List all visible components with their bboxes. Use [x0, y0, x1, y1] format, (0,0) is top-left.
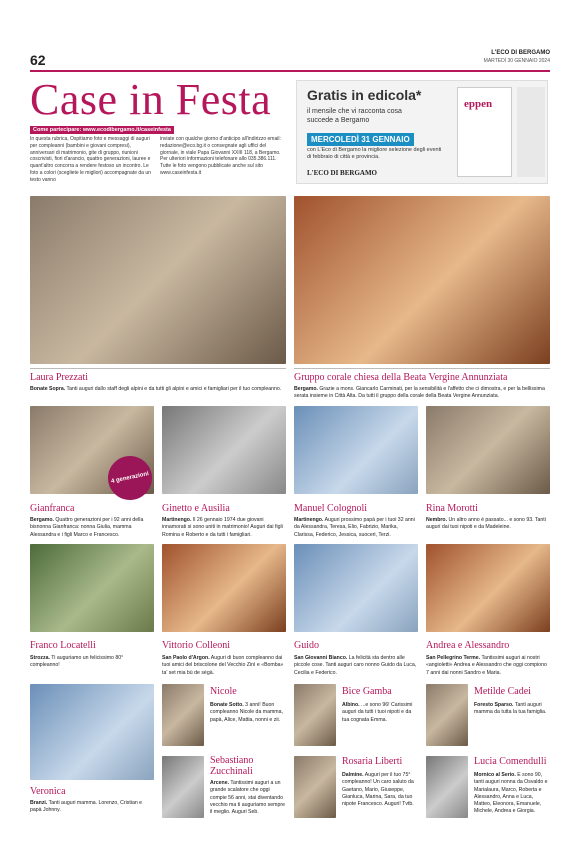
entry-name: Rosaria Liberti [342, 756, 403, 767]
entry-name: Manuel Colognoli [294, 503, 368, 514]
photo-nicole [162, 684, 204, 746]
photo-veronica [30, 684, 154, 780]
rule [294, 368, 550, 369]
entry-caption: Bonate Sotto. 3 anni! Buon compleanno Nicole da mamma, papà, Alice, Mattia, nonni e zii. [210, 702, 283, 723]
photo-andrea-alessandro [426, 544, 550, 632]
entry-caption: San Paolo d'Argon. Auguri di buon compleanno dai tuoi amici del briscolone del Vecchio Zinì e «Bomba» ta' set mia bù de sègà. [162, 655, 284, 676]
entry-caption: Strozza. Ti auguriamo un felicissimo 80° compleanno! [30, 655, 124, 669]
ad-text: con L'Eco di Bergamo la migliore selezione degli eventi di febbraio di città e provincia. [307, 147, 442, 161]
entry-name: Lucia Comendulli [474, 756, 547, 767]
entry-caption: San Giovanni Bianco. La felicità sta dentro alle piccole cose. Tanti auguri caro nonno Guido da Luca, Cecilia e Federico. [294, 655, 417, 676]
entry-name: Ginetto e Ausilia [162, 503, 230, 514]
magazine-cover [457, 87, 512, 177]
generations-badge: 4 generazioni [104, 452, 156, 504]
entry-caption: Arcene. Tantissimi auguri a un grande scalatore che oggi compie 56 anni, stai diventando vecchio ma ti auguriamo sempre il meglio. Auguri Seb. [210, 780, 285, 816]
entry-caption: Bergamo. Grazie a mons. Giancarlo Carminati, per la sensibilità e l'affetto che ci dimostra, e per la bellissima serata insieme in Città Alta. Da tutti il gruppo della corale della Beata Vergine Annunziata. [294, 386, 545, 400]
issue-date: MARTEDÌ 30 GENNAIO 2024 [483, 57, 550, 64]
entry-caption: Bergamo. Quattro generazioni per i 92 anni della bisnonna Gianfranca: nonna Giulia, mamma Alessandra e i figli Marco e Francesco. [30, 517, 144, 538]
howto-heading: Come partecipare: www.ecodibergamo.it/caseinfesta [30, 126, 174, 134]
entry-name: Gruppo corale chiesa della Beata Vergine Annunziata [294, 372, 508, 383]
entry-caption: Dalmine. Auguri per il tuo 75° compleanno! Un caro saluto da Gaetano, Mario, Giuseppe, Gianluca, Marina, Sara, da tuo nipote Francesco. Auguri! Tvtb. [342, 772, 414, 808]
top-rule [30, 70, 550, 72]
photo-manuel-colognoli [294, 406, 418, 494]
entry-caption: Nembro. Un altro anno è passato... e sono 93. Tanti auguri dai tuoi nipoti e da Madeleine. [426, 517, 546, 531]
photo-franco-locatelli [30, 544, 154, 632]
photo-lucia-comendulli [426, 756, 468, 818]
entry-name: Franco Locatelli [30, 640, 96, 651]
entry-caption: Bonate Sopra. Tanti auguri dallo staff degli alpini e da tutti gli alpini e amici e famigliari per il tuo compleanno. [30, 386, 282, 392]
entry-name: Vittorio Colleoni [162, 640, 231, 651]
entry-name: Sebastiano Zucchinali [210, 755, 254, 777]
howto-text: In questa rubrica, Ospitiamo foto e messaggi di auguri per compleanni (bambini e giovani compresi), anniversari di matrimonio, gite di gruppo, riunioni coscrivisti, fiori d'arancio, quattro generazioni, lauree e quant'altro concorra a rendere festoso un incontro. Le foto a colori (scegliete le migliori) accompagnate da un testo vanno [30, 136, 151, 183]
ad-date: MERCOLEDÌ 31 GENNAIO [307, 133, 414, 146]
entry-name: Gianfranca [30, 503, 75, 514]
paper-name: L'ECO DI BERGAMO [491, 50, 550, 56]
entry-name: Bice Gamba [342, 686, 392, 697]
photo-rina-morotti [426, 406, 550, 494]
photo-rosaria-liberti [294, 756, 336, 818]
eppen-advertisement [296, 80, 548, 184]
photo-bice-gamba [294, 684, 336, 746]
entry-caption: Branzi. Tanti auguri mamma. Lorenzo, Cristian e papà Johnny. [30, 800, 143, 814]
entry-name: Guido [294, 640, 319, 651]
section-title: Case in Festa [30, 75, 272, 124]
entry-name: Laura Prezzati [30, 372, 89, 383]
howto-text-continued: inviate con qualche giorno d'anticipo all'indirizzo email: redazione@eco.bg.it o consegnate agli uffici del giornale, in viale Papa Giovanni XXIII 118, a Bergamo. Per ulteriori informazioni telefonare allo 035.386.111. Tutte le foto vengono pubblicate anche sul sito www.caseinfesta.it [160, 136, 281, 176]
entry-name: Andrea e Alessandro [426, 640, 510, 651]
page-number: 62 [30, 52, 46, 68]
entry-caption: Martinengo. Il 26 gennaio 1974 due giovani innamorati si sono uniti in matrimonio! Auguri dai figli Romina e Roberto e da tutti i famigliari. [162, 517, 283, 538]
entry-caption: Foresto Sparso. Tanti auguri mamma da tutta la tua famiglia. [474, 702, 547, 716]
photo-vittorio-colleoni [162, 544, 286, 632]
entry-caption: Albino. ...e sono 96! Carissimi auguri da tutti i tuoi nipoti e da tua cognata Emma. [342, 702, 413, 723]
photo-guido [294, 544, 418, 632]
masthead [484, 50, 550, 64]
entry-caption: Martinengo. Auguri prossimo papà per i tuoi 32 anni da Alessandra, Teresa, Elio, Fabrizio, Marika, Clarissa, Federico, Jessica, suoceri, Terzi. [294, 517, 415, 538]
photo-sebastiano-zucchinali [162, 756, 204, 818]
entry-name: Veronica [30, 786, 66, 797]
photo-metilde-cadei [426, 684, 468, 746]
ad-logo: L'ECO DI BERGAMO [307, 169, 378, 177]
photo-gruppo-corale [294, 196, 550, 364]
magazine-title: eppen [464, 98, 493, 110]
entry-name: Nicole [210, 686, 237, 697]
rule [30, 368, 286, 369]
entry-caption: Mornico al Serio. E sono 90, tanti auguri nonna da Osvaldo e Marialaura, Marco, Roberta e Alessandro, Anna e Luca, Matteo, Eleonora, Emanuele, Michele, Andrea e Giorgia. [474, 772, 548, 815]
ad-title: Gratis in edicola* [307, 87, 422, 103]
entry-name: Rina Morotti [426, 503, 478, 514]
photo-ginetto-ausilia [162, 406, 286, 494]
magazine-side [517, 87, 545, 177]
photo-laura-prezzati [30, 196, 286, 364]
entry-name: Metilde Cadei [474, 686, 531, 697]
entry-caption: San Pellegrino Terme. Tantissimi auguri ai nostri «angioletti» Andrea e Alessandro che oggi compiono 7 anni dai nonni Sandro e Maria. [426, 655, 547, 676]
ad-subtitle: il mensile che vi racconta cosa succede a Bergamo [307, 108, 402, 125]
